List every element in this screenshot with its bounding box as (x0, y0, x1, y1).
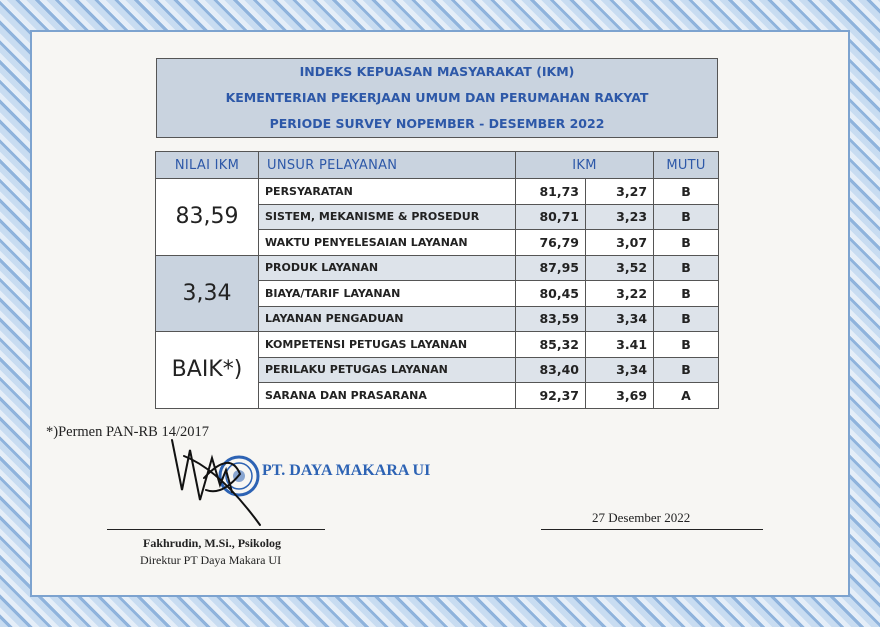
mutu-summary-value: BAIK*) (156, 332, 259, 409)
mutu-value: B (654, 255, 719, 281)
ikm-value: 85,32 (516, 332, 586, 358)
header-title: INDEKS KEPUASAN MASYARAKAT (IKM) (299, 64, 575, 79)
score-value: 3,34 (586, 357, 654, 383)
mutu-value: B (654, 230, 719, 256)
header-ikm: IKM (516, 152, 654, 179)
mutu-value: B (654, 179, 719, 205)
ikm-value: 81,73 (516, 179, 586, 205)
score-value: 3,34 (586, 306, 654, 332)
score-value: 3,07 (586, 230, 654, 256)
ikm-value: 87,95 (516, 255, 586, 281)
footnote: *)Permen PAN-RB 14/2017 (46, 424, 209, 440)
unsur-label: LAYANAN PENGADUAN (259, 306, 516, 332)
mutu-value: B (654, 281, 719, 307)
score-value: 3,52 (586, 255, 654, 281)
mutu-value: B (654, 204, 719, 230)
date-line (541, 529, 763, 530)
score-value: 3.41 (586, 332, 654, 358)
mutu-value: B (654, 306, 719, 332)
unsur-label: SISTEM, MEKANISME & PROSEDUR (259, 204, 516, 230)
ikm-table (155, 151, 719, 409)
signer-name: Fakhrudin, M.Si., Psikolog (143, 536, 282, 550)
nilai-ikm-value: 83,59 (156, 179, 259, 256)
ikm-value: 80,71 (516, 204, 586, 230)
unsur-label: PERILAKU PETUGAS LAYANAN (259, 357, 516, 383)
unsur-label: SARANA DAN PRASARANA (259, 383, 516, 409)
table-row (156, 255, 719, 281)
company-name: PT. DAYA MAKARA UI (262, 462, 431, 479)
unsur-label: PERSYARATAN (259, 179, 516, 205)
header-nilai-ikm: NILAI IKM (156, 152, 259, 179)
table-row (156, 179, 719, 205)
header-ministry: KEMENTERIAN PEKERJAAN UMUM DAN PERUMAHAN RAKYAT (225, 90, 649, 105)
unsur-label: KOMPETENSI PETUGAS LAYANAN (259, 332, 516, 358)
score-value: 3,69 (586, 383, 654, 409)
mutu-value: A (654, 383, 719, 409)
signature-icon (160, 430, 280, 530)
table-header-row (156, 152, 719, 179)
unsur-label: BIAYA/TARIF LAYANAN (259, 281, 516, 307)
score-value: 3,22 (586, 281, 654, 307)
mutu-value: B (654, 332, 719, 358)
mutu-value: B (654, 357, 719, 383)
ikm-value: 83,40 (516, 357, 586, 383)
header-period: PERIODE SURVEY NOPEMBER - DESEMBER 2022 (269, 116, 605, 131)
score-value: 3,27 (586, 179, 654, 205)
unsur-label: PRODUK LAYANAN (259, 255, 516, 281)
ikm-value: 83,59 (516, 306, 586, 332)
document-date: 27 Desember 2022 (592, 510, 691, 525)
table-row (156, 332, 719, 358)
konversi-value: 3,34 (156, 255, 259, 332)
report-header (156, 58, 718, 138)
ikm-value: 76,79 (516, 230, 586, 256)
signer-title: Direktur PT Daya Makara UI (140, 553, 282, 567)
unsur-label: WAKTU PENYELESAIAN LAYANAN (259, 230, 516, 256)
score-value: 3,23 (586, 204, 654, 230)
signature-line (107, 529, 325, 530)
header-unsur-pelayanan: UNSUR PELAYANAN (259, 152, 516, 179)
ikm-value: 80,45 (516, 281, 586, 307)
ikm-value: 92,37 (516, 383, 586, 409)
header-mutu: MUTU (654, 152, 719, 179)
